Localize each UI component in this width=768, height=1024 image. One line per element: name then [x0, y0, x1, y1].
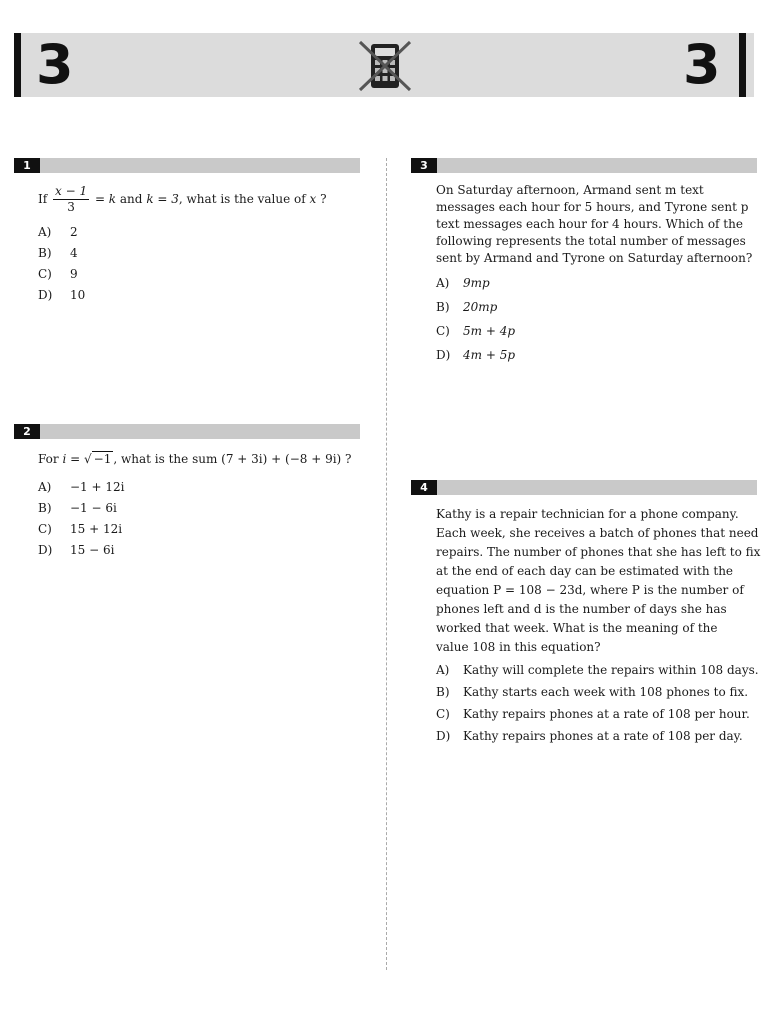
choice-text: 15 − 6i: [70, 543, 115, 557]
question-1-choice-d[interactable]: [38, 285, 85, 306]
q1-tail: , what is the value of: [178, 192, 306, 206]
q2-radicand: −1: [93, 452, 112, 466]
choice-text: 15 + 12i: [70, 522, 123, 536]
q4-stem-line: at the end of each day can be estimated with the: [436, 564, 734, 578]
section-number-right: 3: [683, 33, 721, 96]
question-1-number: 1: [14, 158, 40, 173]
question-3-number: 3: [411, 158, 437, 173]
question-1-choice-a[interactable]: [38, 222, 85, 243]
choice-letter: B): [38, 246, 52, 260]
question-1-choice-c[interactable]: [38, 264, 85, 285]
q2-expression: (7 + 3i) + (−8 + 9i): [221, 452, 342, 466]
q1-k-eq: k = 3: [146, 192, 179, 206]
choice-letter: B): [436, 685, 450, 699]
q2-qmark: ?: [345, 452, 352, 466]
q2-lead: For: [38, 452, 59, 466]
question-4-choice-d[interactable]: [436, 725, 759, 747]
choice-letter: B): [436, 300, 450, 314]
choice-text: 10: [70, 288, 86, 302]
column-divider: [386, 158, 387, 970]
q3-stem-line: text messages each hour for 4 hours. Which of the: [436, 217, 743, 231]
q1-if: If: [38, 192, 48, 206]
choice-letter: B): [38, 501, 52, 515]
question-4-choice-c[interactable]: [436, 703, 759, 725]
question-2-choices: [38, 477, 124, 561]
question-2-number: 2: [14, 424, 40, 439]
choice-letter: D): [436, 729, 451, 743]
question-2-stem: [38, 451, 351, 468]
q3-stem-line: messages each hour for 5 hours, and Tyrone sent p: [436, 200, 749, 214]
question-2-choice-b[interactable]: [38, 498, 124, 519]
choice-text: −1 + 12i: [70, 480, 125, 494]
question-2-header-bar: [14, 424, 360, 439]
q4-stem-line: Each week, she receives a batch of phones that need: [436, 526, 759, 540]
q1-eq-k: = k: [94, 192, 117, 206]
question-3-stem: [436, 182, 752, 267]
choice-letter: C): [38, 522, 52, 536]
question-1-header-bar: [14, 158, 360, 173]
choice-text: 9mp: [463, 276, 490, 290]
question-1-stem: [38, 184, 327, 215]
question-3-choice-a[interactable]: [436, 271, 515, 295]
no-calculator-icon: [354, 38, 416, 94]
choice-text: 9: [70, 267, 78, 281]
choice-text: Kathy repairs phones at a rate of 108 per day.: [463, 729, 743, 743]
q2-tail: , what is the sum: [113, 452, 218, 466]
choice-text: 4: [70, 246, 78, 260]
section-number-left: 3: [36, 33, 74, 96]
question-3-choice-d[interactable]: [436, 343, 515, 367]
q3-stem-line: On Saturday afternoon, Armand sent m text: [436, 183, 704, 197]
choice-letter: D): [436, 348, 451, 362]
question-1-choice-b[interactable]: [38, 243, 85, 264]
question-4-number: 4: [411, 480, 437, 495]
q2-sqrt: √ −1: [84, 452, 112, 466]
choice-letter: A): [38, 225, 52, 239]
question-2-choice-c[interactable]: [38, 519, 124, 540]
choice-text: Kathy repairs phones at a rate of 108 per hour.: [463, 707, 750, 721]
choice-letter: C): [38, 267, 52, 281]
question-4-choices: [436, 659, 759, 747]
choice-letter: D): [38, 288, 53, 302]
choice-letter: A): [436, 276, 450, 290]
question-3-choices: [436, 271, 515, 367]
q1-frac-num: x − 1: [55, 184, 88, 198]
choice-letter: D): [38, 543, 53, 557]
header-left-bar: [14, 33, 21, 97]
question-4-choice-b[interactable]: [436, 681, 759, 703]
choice-text: −1 − 6i: [70, 501, 117, 515]
q1-var: x: [309, 192, 317, 206]
question-2-choice-d[interactable]: [38, 540, 124, 561]
question-3-header-bar: [411, 158, 757, 173]
choice-letter: A): [38, 480, 52, 494]
choice-text: 4m + 5p: [463, 348, 516, 362]
choice-text: 20mp: [463, 300, 498, 314]
q4-stem-line: value 108 in this equation?: [436, 640, 601, 654]
question-4-stem: [436, 505, 760, 657]
q4-stem-line: phones left and d is the number of days she has: [436, 602, 727, 616]
question-4-header-bar: [411, 480, 757, 495]
question-4-choice-a[interactable]: [436, 659, 759, 681]
choice-text: 2: [70, 225, 78, 239]
question-3-choice-c[interactable]: [436, 319, 515, 343]
choice-letter: C): [436, 707, 450, 721]
choice-text: 5m + 4p: [463, 324, 516, 338]
q2-i-eq: i =: [62, 452, 81, 466]
q4-stem-line: equation P = 108 − 23d, where P is the number of: [436, 583, 744, 597]
q1-frac-den: 3: [67, 200, 75, 214]
q3-stem-line: following represents the total number of messages: [436, 234, 746, 248]
q4-stem-line: Kathy is a repair technician for a phone company.: [436, 507, 739, 521]
question-2-choice-a[interactable]: [38, 477, 124, 498]
choice-text: Kathy starts each week with 108 phones to fix.: [463, 685, 749, 699]
choice-letter: A): [436, 663, 450, 677]
question-1-choices: [38, 222, 85, 306]
q1-fraction: [53, 184, 89, 215]
q1-qmark: ?: [320, 192, 327, 206]
question-3-choice-b[interactable]: [436, 295, 515, 319]
header-right-bar: [739, 33, 746, 97]
q4-stem-line: repairs. The number of phones that she has left to fix: [436, 545, 761, 559]
q1-and: and: [119, 192, 143, 206]
choice-text: Kathy will complete the repairs within 108 days.: [463, 663, 759, 677]
choice-letter: C): [436, 324, 450, 338]
q3-stem-line: sent by Armand and Tyrone on Saturday afternoon?: [436, 251, 753, 265]
q4-stem-line: worked that week. What is the meaning of the: [436, 621, 718, 635]
